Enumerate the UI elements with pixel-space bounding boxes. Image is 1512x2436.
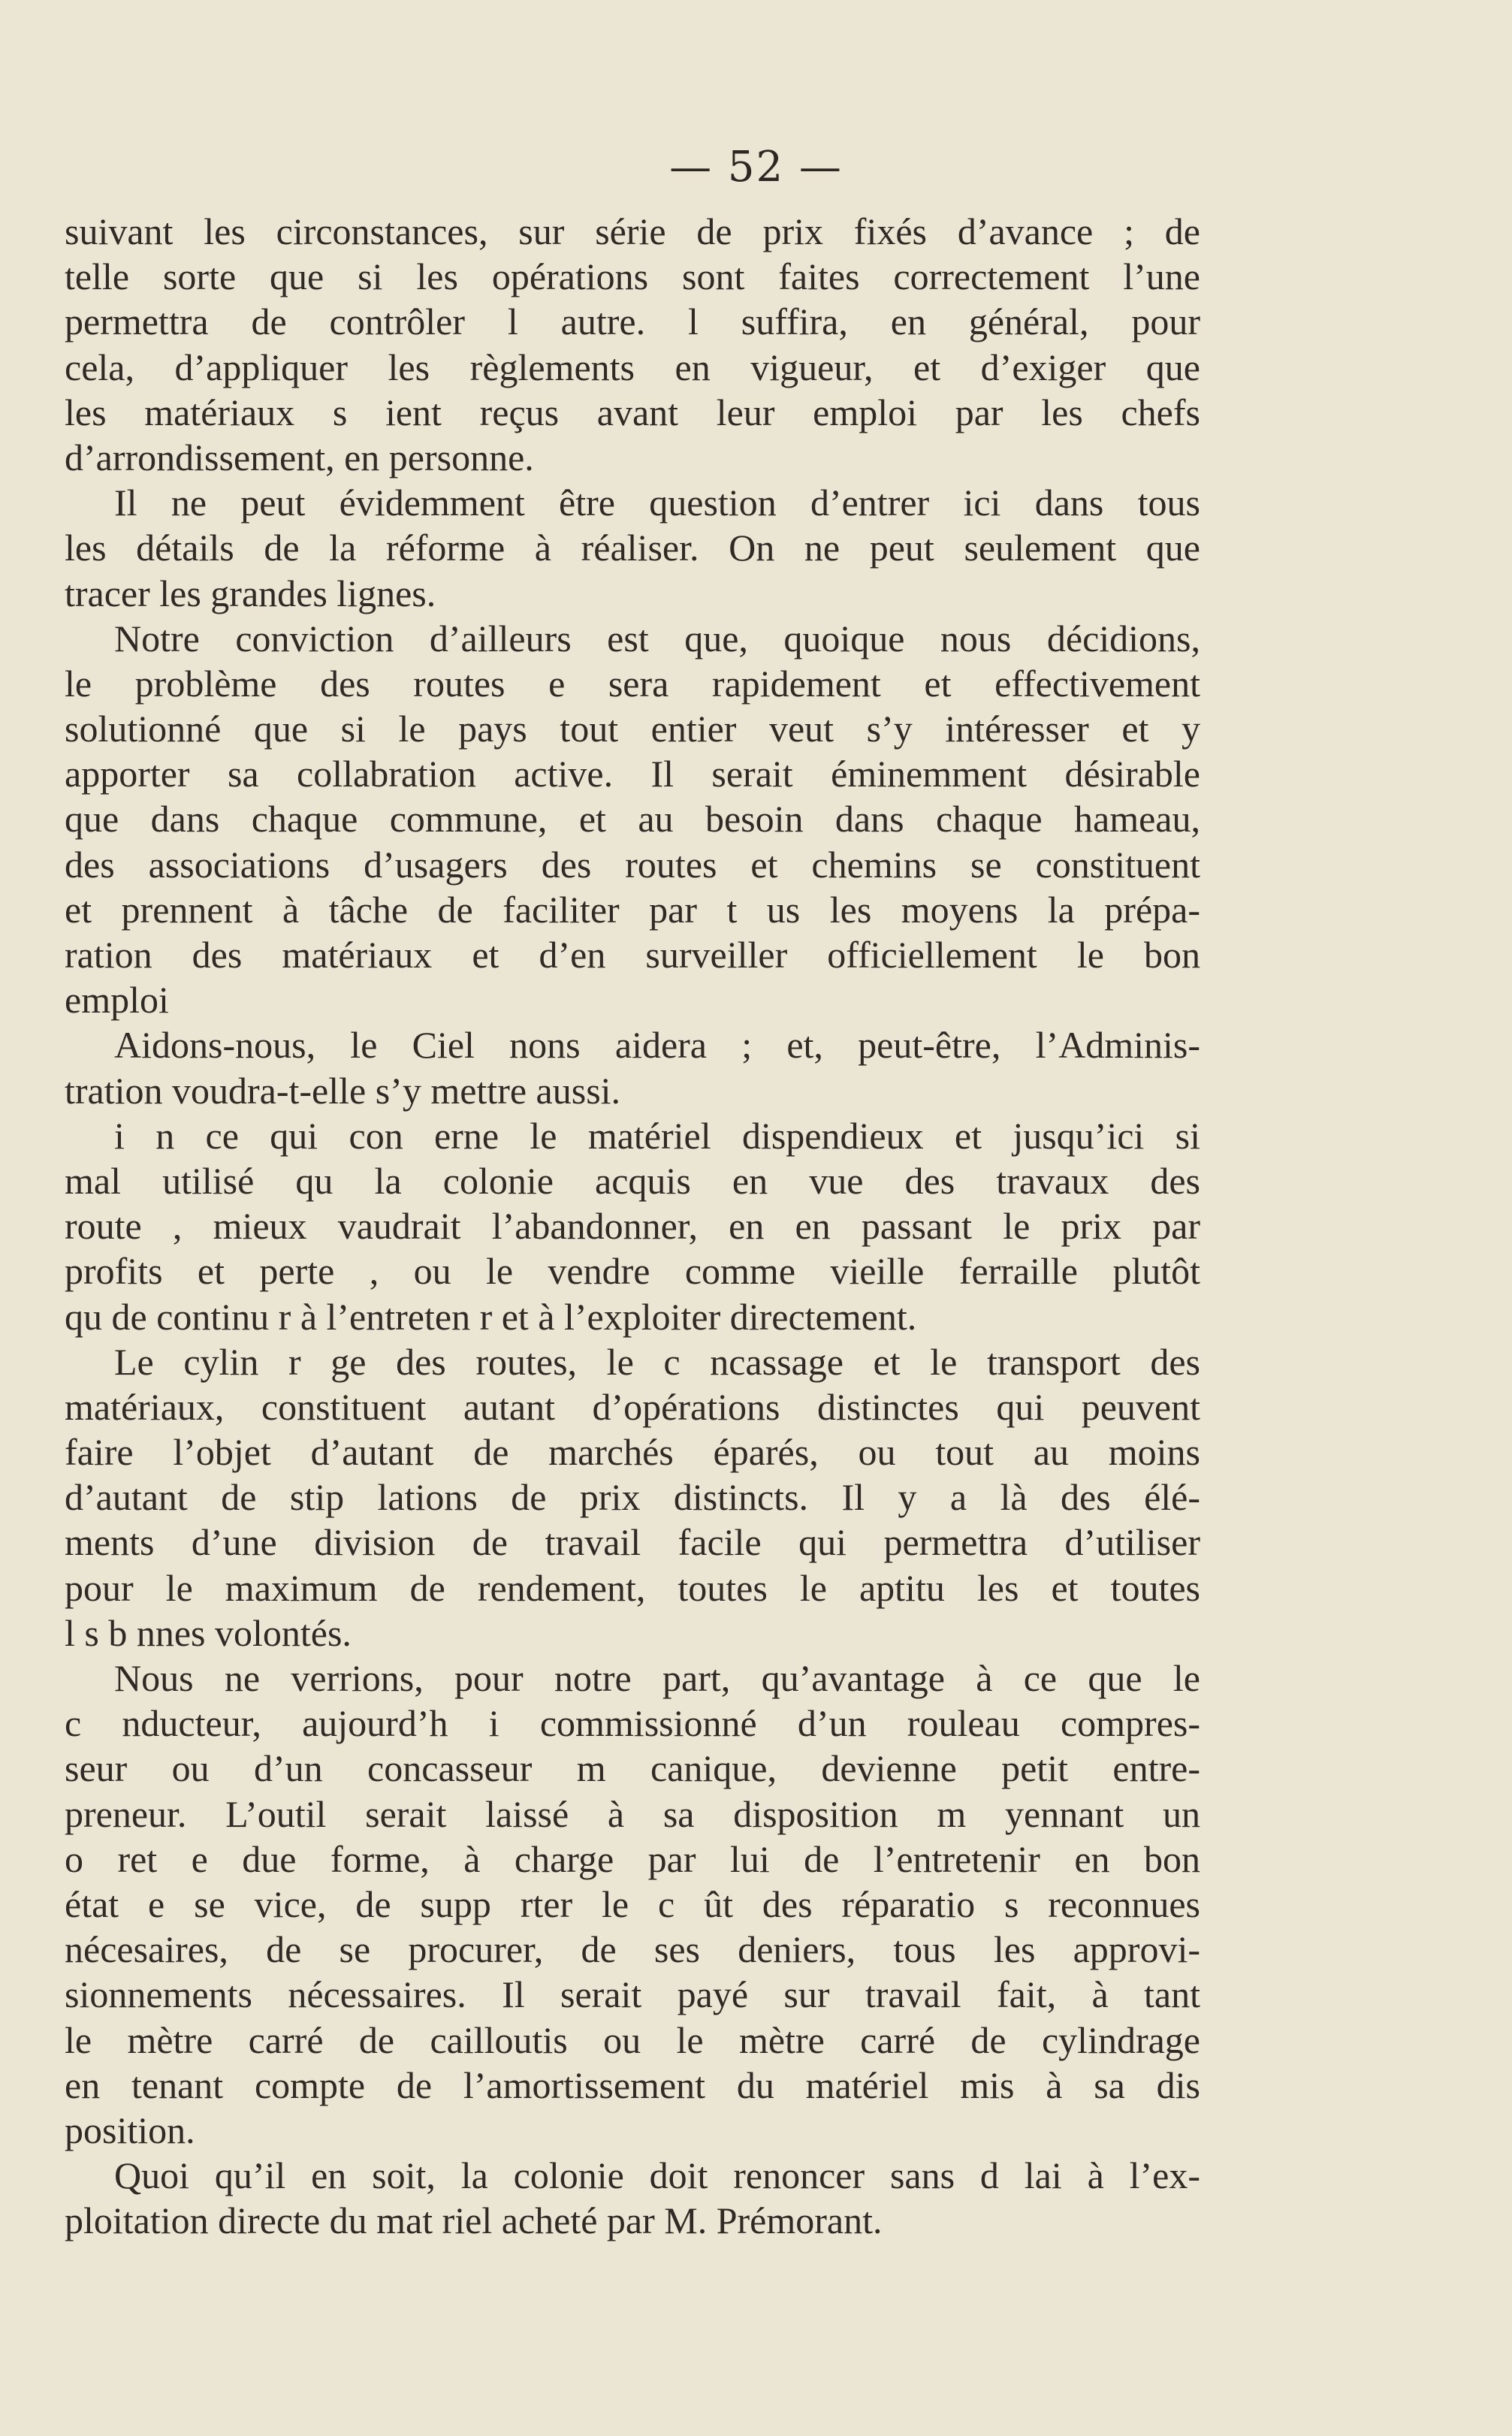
- text-line: en tenant compte de l’amortissement du matériel mis à sa dis: [65, 2063, 1200, 2106]
- text-line: ration des matériaux et d’en surveiller officiellement le bon: [65, 934, 1200, 976]
- text-line: ploitation directe du mat riel acheté par M. Prémorant.: [65, 2199, 883, 2242]
- page-number: — 52 —: [669, 143, 843, 192]
- text-line: suivant les circonstances, sur série de prix fixés d’avance ; de: [65, 210, 1200, 252]
- text-line: Nous ne verrions, pour notre part, qu’avantage à ce que le: [114, 1657, 1200, 1699]
- text-line: et prennent à tâche de faciliter par t us les moyens la prépa-: [65, 888, 1200, 931]
- text-line: c nducteur, aujourd’h i commissionné d’un rouleau compres-: [65, 1702, 1200, 1745]
- text-line: i n ce qui con erne le matériel dispendieux et jusqu’ici si: [114, 1114, 1200, 1157]
- text-line: les détails de la réforme à réaliser. On ne peut seulement que: [65, 527, 1200, 569]
- text-line: Quoi qu’il en soit, la colonie doit renoncer sans d lai à l’ex-: [114, 2154, 1200, 2197]
- text-line: le mètre carré de cailloutis ou le mètre carré de cylindrage: [65, 2018, 1200, 2061]
- text-line: que dans chaque commune, et au besoin dans chaque hameau,: [65, 798, 1200, 841]
- text-line: nécesaires, de se procurer, de ses deniers, tous les approvi-: [65, 1928, 1200, 1971]
- text-line: apporter sa collabration active. Il serait éminemment désirable: [65, 753, 1200, 795]
- text-line: Notre conviction d’ailleurs est que, quoique nous décidions,: [114, 617, 1200, 660]
- text-line: Le cylin r ge des routes, le c ncassage et le transport des: [114, 1340, 1200, 1383]
- text-line: Il ne peut évidemment être question d’entrer ici dans tous: [114, 481, 1200, 524]
- text-line: preneur. L’outil serait laissé à sa disposition m yennant un: [65, 1792, 1200, 1835]
- text-line: cela, d’appliquer les règlements en vigueur, et d’exiger que: [65, 346, 1200, 388]
- text-line: le problème des routes e sera rapidement et effectivement: [65, 662, 1200, 705]
- text-line: d’arrondissement, en personne.: [65, 436, 534, 478]
- text-line: o ret e due forme, à charge par lui de l’entretenir en bon: [65, 1837, 1200, 1880]
- text-line: matériaux, constituent autant d’opérations distinctes qui peuvent: [65, 1385, 1200, 1428]
- text-line: profits et perte , ou le vendre comme vieille ferraille plutôt: [65, 1250, 1200, 1293]
- text-line: état e se vice, de supp rter le c ût des réparatio s reconnues: [65, 1882, 1200, 1925]
- text-line: telle sorte que si les opérations sont faites correctement l’une: [65, 255, 1200, 298]
- text-line: faire l’objet d’autant de marchés éparés, ou tout au moins: [65, 1431, 1200, 1474]
- text-line: qu de continu r à l’entreten r et à l’exploiter directement.: [65, 1295, 917, 1338]
- text-line: sionnements nécessaires. Il serait payé sur travail fait, à tant: [65, 1973, 1200, 2016]
- text-line: mal utilisé qu la colonie acquis en vue des travaux des: [65, 1159, 1200, 1202]
- text-line: les matériaux s ient reçus avant leur emploi par les chefs: [65, 391, 1200, 433]
- text-line: Aidons-nous, le Ciel nons aidera ; et, peut-être, l’Adminis-: [114, 1024, 1200, 1067]
- text-line: position.: [65, 2108, 195, 2151]
- text-line: ments d’une division de travail facile qui permettra d’utiliser: [65, 1521, 1200, 1564]
- text-line: seur ou d’un concasseur m canique, devienne petit entre-: [65, 1747, 1200, 1790]
- text-line: d’autant de stip lations de prix distincts. Il y a là des élé-: [65, 1476, 1200, 1519]
- text-line: emploi: [65, 979, 169, 1022]
- text-line: pour le maximum de rendement, toutes le aptitu les et toutes: [65, 1566, 1200, 1609]
- text-line: solutionné que si le pays tout entier veut s’y intéresser et y: [65, 708, 1200, 750]
- text-line: tracer les grandes lignes.: [65, 572, 436, 614]
- text-line: l s b nnes volontés.: [65, 1611, 352, 1654]
- text-line: tration voudra-t-elle s’y mettre aussi.: [65, 1069, 621, 1112]
- body-text: [65, 209, 1200, 2243]
- text-line: route , mieux vaudrait l’abandonner, en en passant le prix par: [65, 1205, 1200, 1248]
- text-line: des associations d’usagers des routes et chemins se constituent: [65, 843, 1200, 886]
- text-line: permettra de contrôler l autre. l suffira, en général, pour: [65, 300, 1200, 343]
